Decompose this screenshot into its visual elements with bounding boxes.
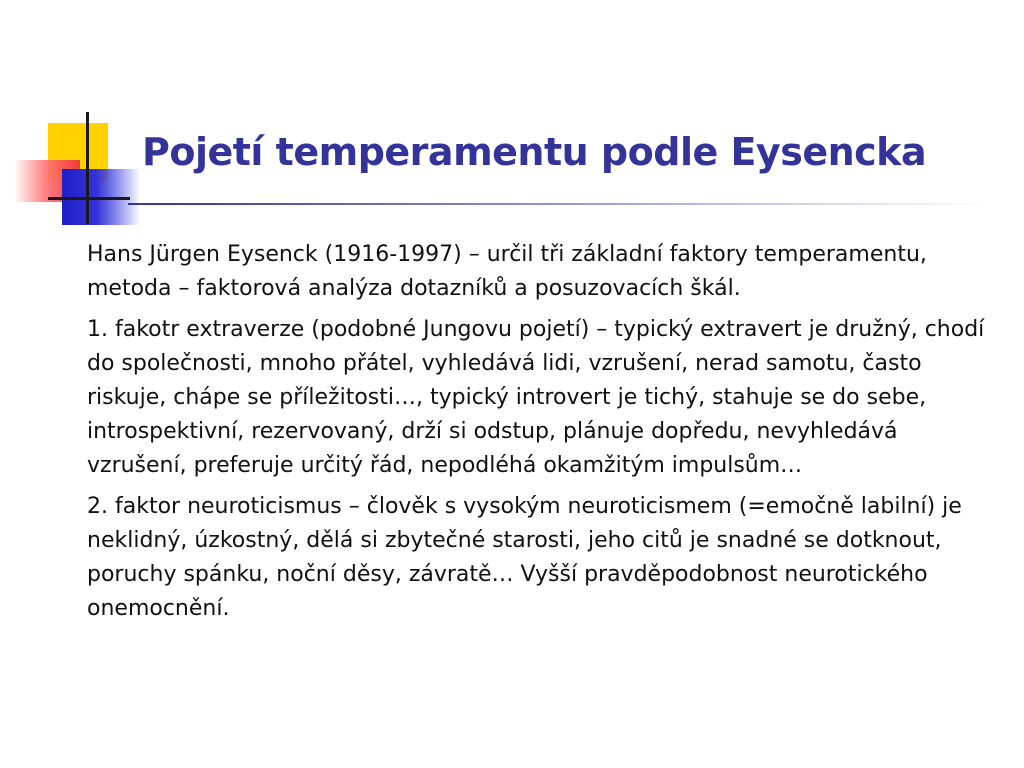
vertical-line-decoration [86, 112, 89, 224]
paragraph-extraversion: 1. fakotr extraverze (podobné Jungovu pojetí) – typický extravert je družný, chodí do společnosti, mnoho přátel, vyhledává lidi, vzrušení, nerad samotu, často riskuje, chápe se příležitosti…, typický introvert je tichý, stahuje se do sebe, introspektivní, rezervovaný, drží si odstup, plánuje dopředu, nevyhledává vzrušení, preferuje určitý řád, nepodléhá okamžitým impulsům… [87, 317, 985, 478]
paragraph-neuroticism: 2. faktor neuroticismus – člověk s vysokým neuroticismem (=emočně labilní) je neklidný, úzkostný, dělá si zbytečné starosti, jeho citů je snadné se dotknout, poruchy spánku, noční děsy, závratě… Vyšší pravděpodobnost neurotického onemocnění. [87, 494, 962, 621]
horizontal-line-decoration [48, 197, 130, 200]
paragraph-intro: Hans Jürgen Eysenck (1916-1997) – určil tři základní faktory temperamentu, metoda – faktorová analýza dotazníků a posuzovacích škál. [87, 242, 927, 301]
slide-body [87, 238, 992, 633]
title-underline [128, 203, 988, 205]
slide-title: Pojetí temperamentu podle Eysencka [142, 130, 927, 174]
